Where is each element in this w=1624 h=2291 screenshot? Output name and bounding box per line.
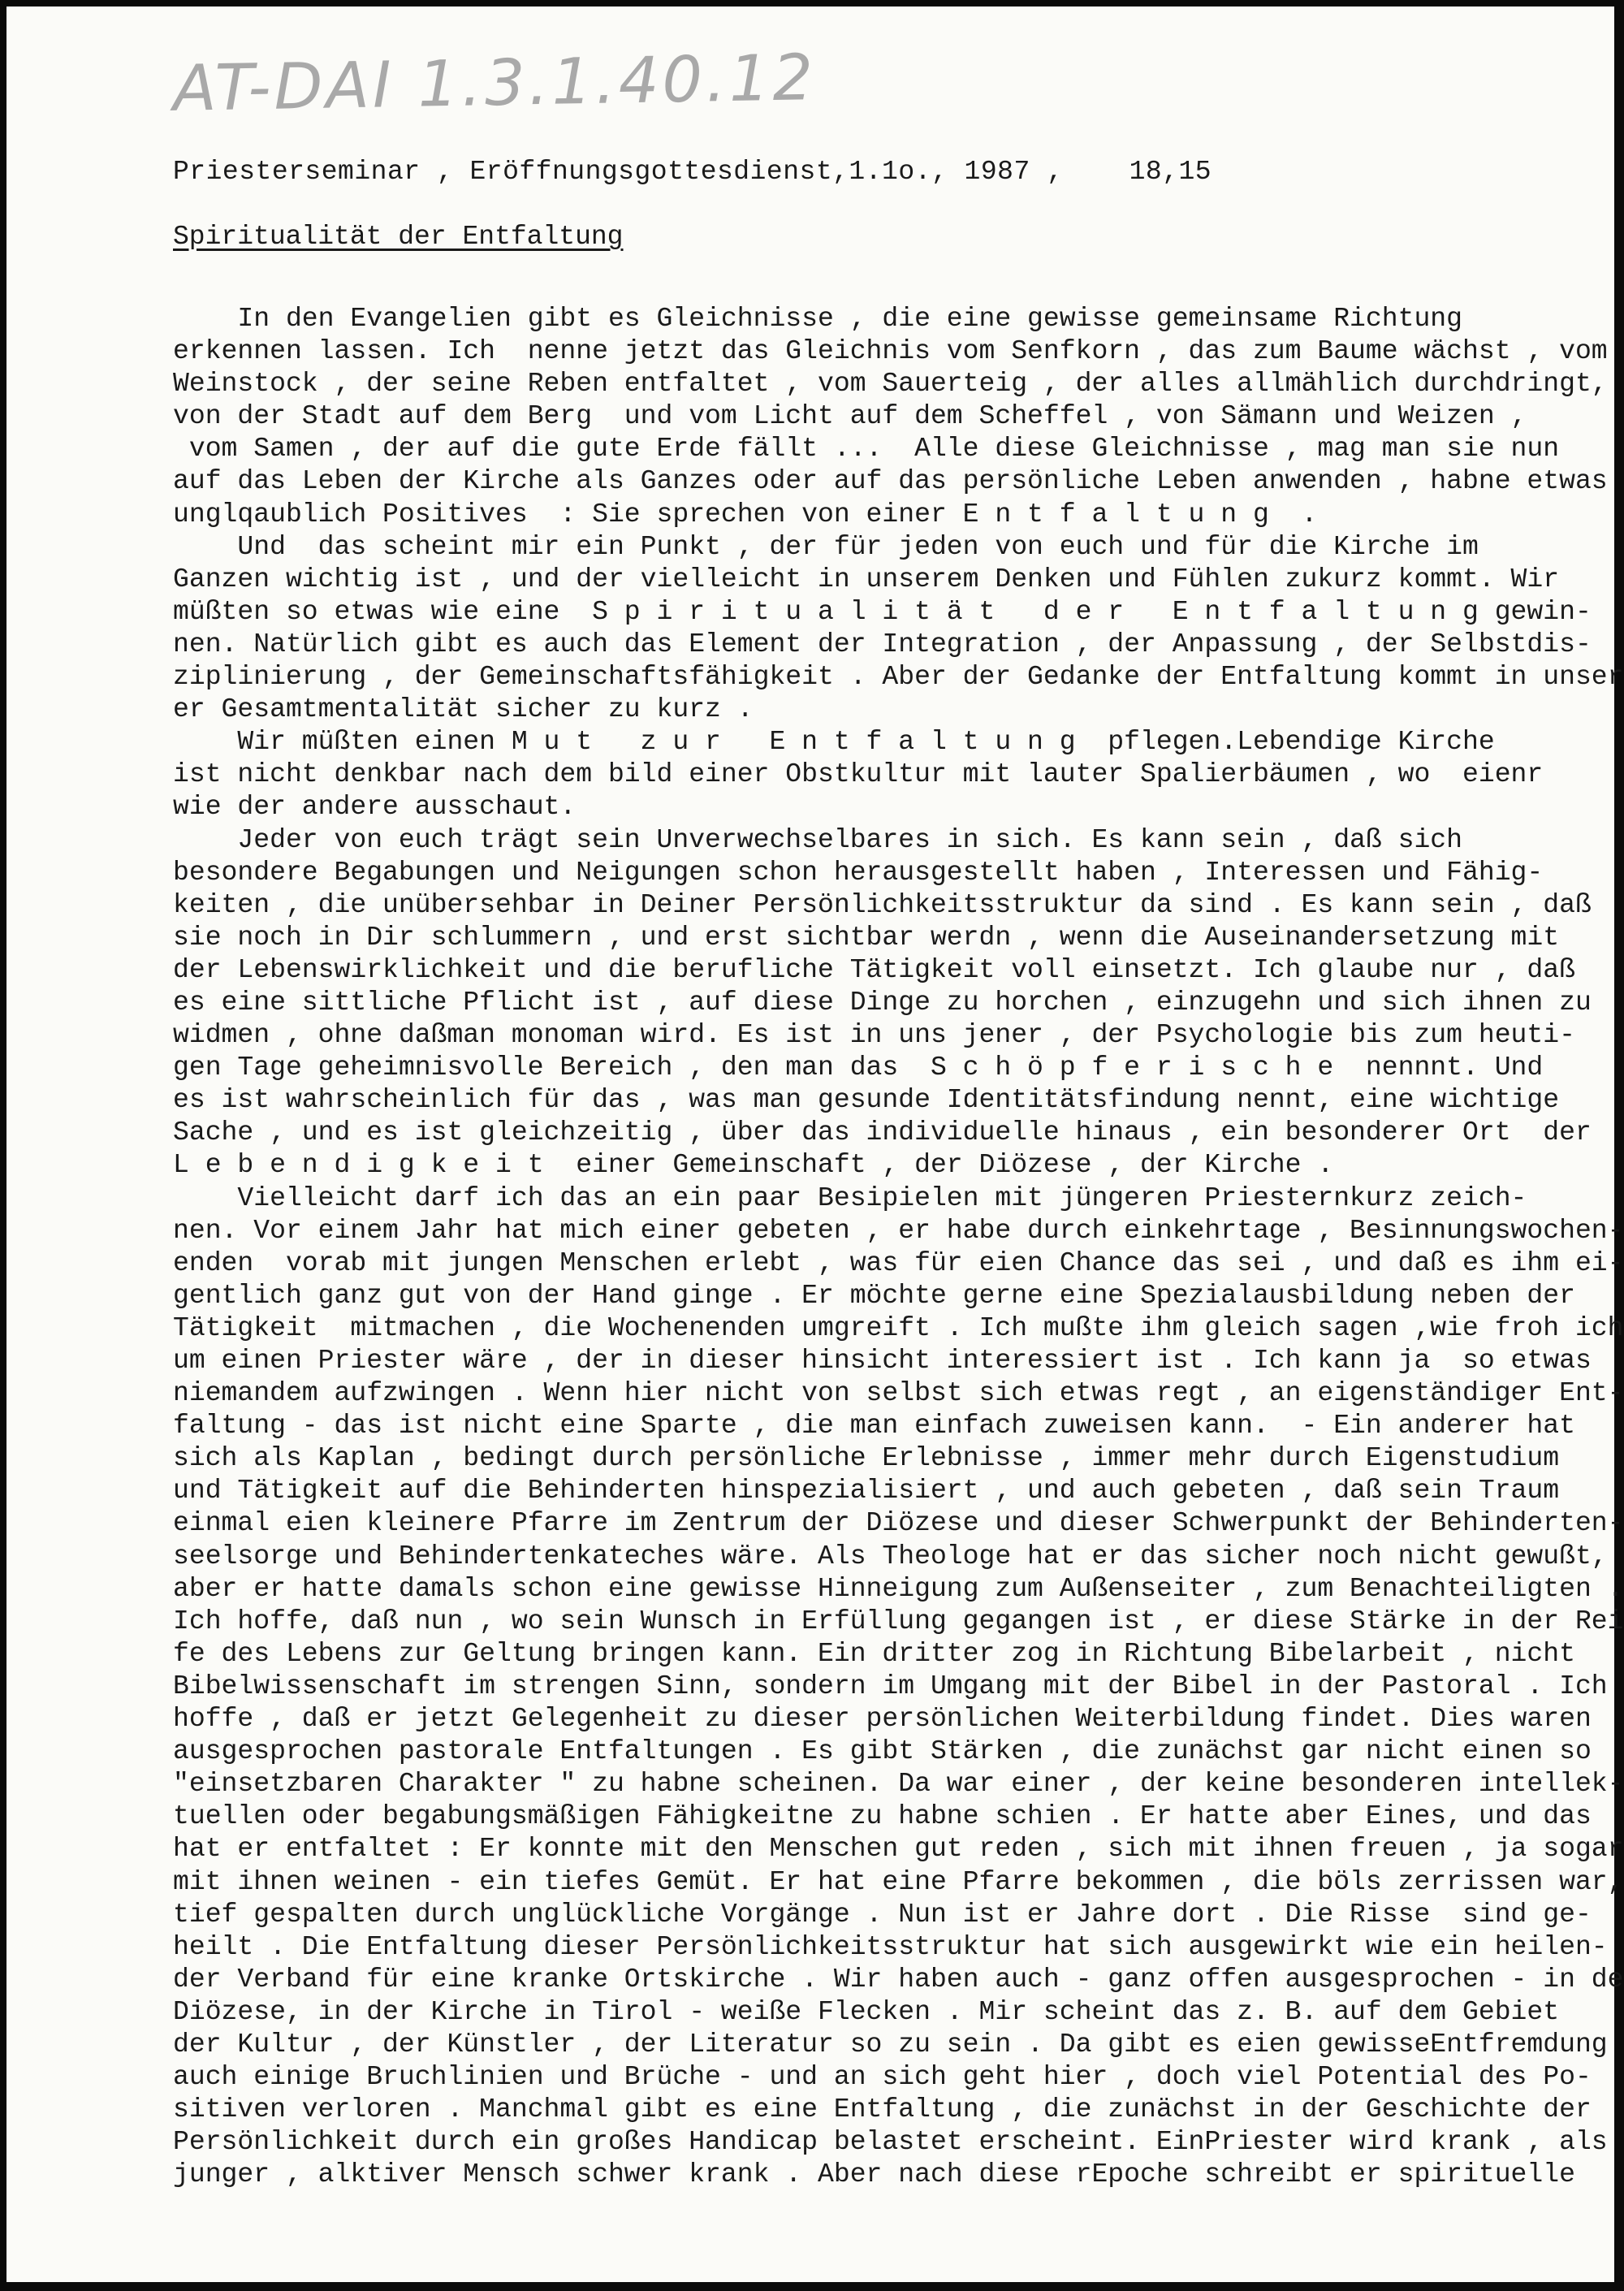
- text-line: auch einige Bruchlinien und Brüche - und an sich geht hier , doch viel Potential des Po-: [173, 2061, 1592, 2093]
- text-line: gentlich ganz gut von der Hand ginge . Er möchte gerne eine Spezialausbildung neben der: [173, 1279, 1575, 1311]
- text-line: der Kultur , der Künstler , der Literatur so zu sein . Da gibt es eien gewisseEntfremdung: [173, 2028, 1608, 2060]
- text-line: ist nicht denkbar nach dem bild einer Obstkultur mit lauter Spalierbäumen , wo eienr: [173, 759, 1544, 790]
- text-line: sich als Kaplan , bedingt durch persönliche Erlebnisse , immer mehr durch Eigenstudium: [173, 1442, 1560, 1474]
- text-line: Diözese, in der Kirche in Tirol - weiße Flecken . Mir scheint das z. B. auf dem Gebiet: [173, 1995, 1560, 2027]
- text-line: seelsorge und Behindertenkateches wäre. Als Theologe hat er das sicher noch nicht gewußt,: [173, 1540, 1608, 1571]
- text-line: nen. Natürlich gibt es auch das Element der Integration , der Anpassung , der Selbstdis-: [173, 628, 1592, 659]
- text-line: es ist wahrscheinlich für das , was man gesunde Identitätsfindung nennt, eine wichtige: [173, 1084, 1560, 1116]
- text-line: fe des Lebens zur Geltung bringen kann. Ein dritter zog in Richtung Bibelarbeit , nicht: [173, 1637, 1575, 1669]
- text-line: heilt . Die Entfaltung dieser Persönlichkeitsstruktur hat sich ausgewirkt wie ein heilen-: [173, 1930, 1608, 1962]
- text-line: Vielleicht darf ich das an ein paar Besipielen mit jüngeren Priesternkurz zeich-: [173, 1182, 1527, 1213]
- text-line: Tätigkeit mitmachen , die Wochenenden umgreift . Ich mußte ihm gleich sagen ,wie froh ich: [173, 1312, 1624, 1343]
- text-line: ausgesprochen pastorale Entfaltungen . Es gibt Stärken , die zunächst gar nicht einen so: [173, 1736, 1592, 1767]
- text-line: sie noch in Dir schlummern , und erst sichtbar werdn , wenn die Auseinandersetzung mit: [173, 921, 1560, 953]
- text-line: gen Tage geheimnisvolle Bereich , den man das S c h ö p f e r i s c h e nennnt. Und: [173, 1052, 1544, 1083]
- text-line: mit ihnen weinen - ein tiefes Gemüt. Er hat eine Pfarre bekommen , die böls zerrissen war,: [173, 1865, 1624, 1897]
- text-line: Jeder von euch trägt sein Unverwechselbares in sich. Es kann sein , daß sich: [173, 823, 1463, 855]
- text-line: tuellen oder begabungsmäßigen Fähigkeitne zu habne schien . Er hatte aber Eines, und das: [173, 1800, 1592, 1832]
- text-line: es eine sittliche Pflicht ist , auf diese Dinge zu horchen , einzugehn und sich ihnen zu: [173, 986, 1592, 1018]
- text-line: nen. Vor einem Jahr hat mich einer gebeten , er habe durch einkehrtage , Besinnungswochen-: [173, 1214, 1624, 1246]
- text-line: "einsetzbaren Charakter " zu habne scheinen. Da war einer , der keine besonderen intellek-: [173, 1768, 1624, 1800]
- document-body: [173, 302, 1624, 2190]
- text-line: wie der andere ausschaut.: [173, 791, 577, 823]
- text-line: Und das scheint mir ein Punkt , der für jeden von euch und für die Kirche im: [173, 530, 1479, 562]
- text-line: aber er hatte damals schon eine gewisse Hinneigung zum Außenseiter , zum Benachteiligten .: [173, 1572, 1624, 1604]
- text-line: hoffe , daß er jetzt Gelegenheit zu dieser persönlichen Weiterbildung findet. Dies waren: [173, 1703, 1592, 1735]
- text-line: widmen , ohne daßman monoman wird. Es ist in uns jener , der Psychologie bis zum heuti-: [173, 1019, 1575, 1051]
- text-line: hat er entfaltet : Er konnte mit den Menschen gut reden , sich mit ihnen freuen , ja sogar: [173, 1833, 1624, 1865]
- text-line: In den Evangelien gibt es Gleichnisse , die eine gewisse gemeinsame Richtung: [173, 303, 1463, 334]
- text-line: tief gespalten durch unglückliche Vorgänge . Nun ist er Jahre dort . Die Risse sind ge-: [173, 1898, 1592, 1930]
- text-line: von der Stadt auf dem Berg und vom Licht auf dem Scheffel , von Sämann und Weizen ,: [173, 400, 1527, 432]
- text-line: keiten , die unübersehbar in Deiner Persönlichkeitsstruktur da sind . Es kann sein , daß: [173, 888, 1592, 920]
- document-page: [6, 6, 1624, 2282]
- text-line: Ganzen wichtig ist , und der vielleicht in unserem Denken und Fühlen zukurz kommt. Wir: [173, 563, 1560, 594]
- text-line: Sache , und es ist gleichzeitig , über das individuelle hinaus , ein besonderer Ort der: [173, 1117, 1592, 1148]
- text-line: erkennen lassen. Ich nenne jetzt das Gleichnis vom Senfkorn , das zum Baume wächst , vom: [173, 335, 1608, 367]
- text-line: auf das Leben der Kirche als Ganzes oder auf das persönliche Leben anwenden , habne etwas: [173, 465, 1608, 497]
- text-line: unglqaublich Positives : Sie sprechen von einer E n t f a l t u n g .: [173, 498, 1318, 530]
- text-line: Weinstock , der seine Reben entfaltet , vom Sauerteig , der alles allmählich durchdringt,: [173, 368, 1608, 400]
- text-line: besondere Begabungen und Neigungen schon herausgestellt haben , Interessen und Fähig-: [173, 856, 1544, 888]
- text-line: um einen Priester wäre , der in dieser hinsicht interessiert ist . Ich kann ja so etwas: [173, 1345, 1592, 1376]
- text-line: Wir müßten einen M u t z u r E n t f a l t u n g pflegen.Lebendige Kirche: [173, 726, 1495, 758]
- text-line: müßten so etwas wie eine S p i r i t u a l i t ä t d e r E n t f a l t u n g gewin-: [173, 595, 1592, 627]
- document-title: Spiritualität der Entfaltung: [173, 222, 624, 252]
- text-line: er Gesamtmentalität sicher zu kurz .: [173, 694, 754, 725]
- text-line: faltung - das ist nicht eine Sparte , die man einfach zuweisen kann. - Ein anderer hat: [173, 1410, 1575, 1442]
- text-line: der Lebenswirklichkeit und die berufliche Tätigkeit voll einsetzt. Ich glaube nur , daß: [173, 953, 1575, 985]
- text-line: vom Samen , der auf die gute Erde fällt ... Alle diese Gleichnisse , mag man sie nun: [173, 433, 1560, 465]
- text-line: Ich hoffe, daß nun , wo sein Wunsch in Erfüllung gegangen ist , er diese Stärke in der Rei: [173, 1605, 1624, 1636]
- text-line: L e b e n d i g k e i t einer Gemeinschaft , der Diözese , der Kirche .: [173, 1149, 1334, 1181]
- text-line: der Verband für eine kranke Ortskirche . Wir haben auch - ganz offen ausgesprochen - in de: [173, 1963, 1624, 1995]
- text-line: einmal eien kleinere Pfarre im Zentrum der Diözese und dieser Schwerpunkt der Behinderten-: [173, 1507, 1624, 1539]
- text-line: und Tätigkeit auf die Behinderten hinspezialisiert , und auch gebeten , daß sein Traum: [173, 1475, 1560, 1506]
- text-line: junger , alktiver Mensch schwer krank . Aber nach diese rEpoche schreibt er spirituelle: [173, 2159, 1575, 2190]
- text-line: Bibelwissenschaft im strengen Sinn, sondern im Umgang mit der Bibel in der Pastoral . Ich: [173, 1670, 1608, 1701]
- text-line: niemandem aufzwingen . Wenn hier nicht von selbst sich etwas regt , an eigenständiger Ent-: [173, 1377, 1624, 1409]
- text-line: Persönlichkeit durch ein großes Handicap belastet erscheint. EinPriester wird krank , als: [173, 2126, 1608, 2158]
- text-line: enden vorab mit jungen Menschen erlebt , was für eien Chance das sei , und daß es ihm ei-: [173, 1247, 1624, 1278]
- document-header: Priesterseminar , Eröffnungsgottesdienst,1.1o., 1987 , 18,15: [173, 157, 1212, 187]
- archive-signature: AT-DAI 1.3.1.40.12: [172, 41, 817, 126]
- text-line: sitiven verloren . Manchmal gibt es eine Entfaltung , die zunächst in der Geschichte der: [173, 2094, 1592, 2125]
- text-line: ziplinierung , der Gemeinschaftsfähigkeit . Aber der Gedanke der Entfaltung kommt in unser: [173, 661, 1624, 693]
